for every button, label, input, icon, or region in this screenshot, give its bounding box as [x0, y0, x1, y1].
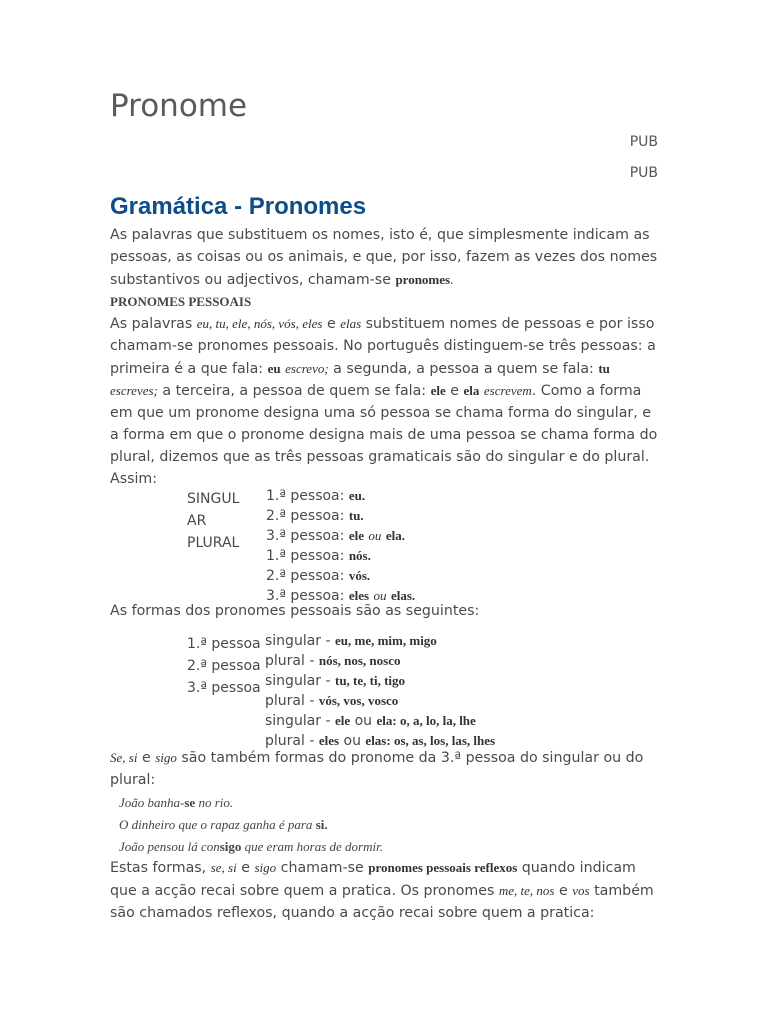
- table-row: 3.ª pessoa: ele ou ela.: [266, 528, 406, 544]
- table2-rows: [265, 631, 495, 751]
- table-row: plural - eles ou elas: os, as, los, las, lhes: [265, 733, 496, 749]
- label-plural: PLURAL: [187, 535, 240, 551]
- table1-labels: [187, 488, 253, 554]
- table-row: singular - eu, me, mim, migo: [265, 633, 437, 649]
- label-pessoa: 2.ª pessoa: [187, 658, 261, 674]
- label-pessoa: 3.ª pessoa: [187, 680, 261, 696]
- table-row: 3.ª pessoa: eles ou elas.: [266, 588, 416, 604]
- table-row: plural - nós, nos, nosco: [265, 653, 401, 669]
- table-row: singular - tu, te, ti, tigo: [265, 673, 406, 689]
- intro-paragraph: As palavras que substituem os nomes, isto é, que simplesmente indicam as pessoas, as coisas ou os animais, e que, por isso, fazem as vezes dos nomes substantivos ou adjectivos, chamam-se pronomes.: [110, 227, 658, 288]
- table-row: plural - vós, vos, vosco: [265, 693, 399, 709]
- ad-label: PUB: [629, 134, 658, 150]
- example-sentence: O dinheiro que o rapaz ganha é para si.: [119, 817, 328, 832]
- table-row: 2.ª pessoa: tu.: [266, 508, 364, 524]
- ad-label: PUB: [629, 165, 658, 181]
- example-sentence: João pensou lá consigo que eram horas de dormir.: [119, 839, 383, 854]
- label-pessoa: 1.ª pessoa: [187, 636, 261, 652]
- reflexos-intro: Se, si e sigo são também formas do pronome da 3.ª pessoa do singular ou do plural:: [110, 750, 644, 788]
- page-title: Pronome: [110, 88, 248, 124]
- label-singular: SINGULAR: [187, 491, 240, 529]
- table-row: 1.ª pessoa: nós.: [266, 548, 371, 564]
- pessoais-paragraph: As palavras eu, tu, ele, nós, vós, eles e elas substituem nomes de pessoas e por isso chamam-se pronomes pessoais. No português distinguem-se três pessoas: a primeira é a que fala: eu escrevo; a segunda, a pessoa a quem se fala: tu escreves; a terceira, a pessoa de quem se fala: ele e ela escrevem. Como a forma em que um pronome designa uma só pessoa se chama forma do singular, e a forma em que o pronome designa mais de uma pessoa se chama forma do plural, dizemos que as três pessoas gramaticais são do singular e do plural. Assim:: [110, 316, 658, 487]
- section-heading: Gramática - Pronomes: [110, 193, 367, 220]
- table-row: 1.ª pessoa: eu.: [266, 488, 366, 504]
- table-row: 2.ª pessoa: vós.: [266, 568, 371, 584]
- example-sentence: João banha-se no rio.: [119, 795, 234, 810]
- subheading-pronomes-pessoais: PRONOMES PESSOAIS: [110, 294, 252, 309]
- table2-labels: [187, 633, 261, 699]
- reflexos-paragraph: Estas formas, se, si e sigo chamam-se pronomes pessoais reflexos quando indicam que a acção recai sobre quem a pratica. Os pronomes me, te, nos e vos também são chamados reflexos, quando a acção recai sobre quem a pratica:: [110, 860, 654, 921]
- formas-intro: As formas dos pronomes pessoais são as seguintes:: [110, 603, 480, 619]
- table1-rows: [266, 486, 415, 606]
- table-row: singular - ele ou ela: o, a, lo, la, lhe: [265, 713, 476, 729]
